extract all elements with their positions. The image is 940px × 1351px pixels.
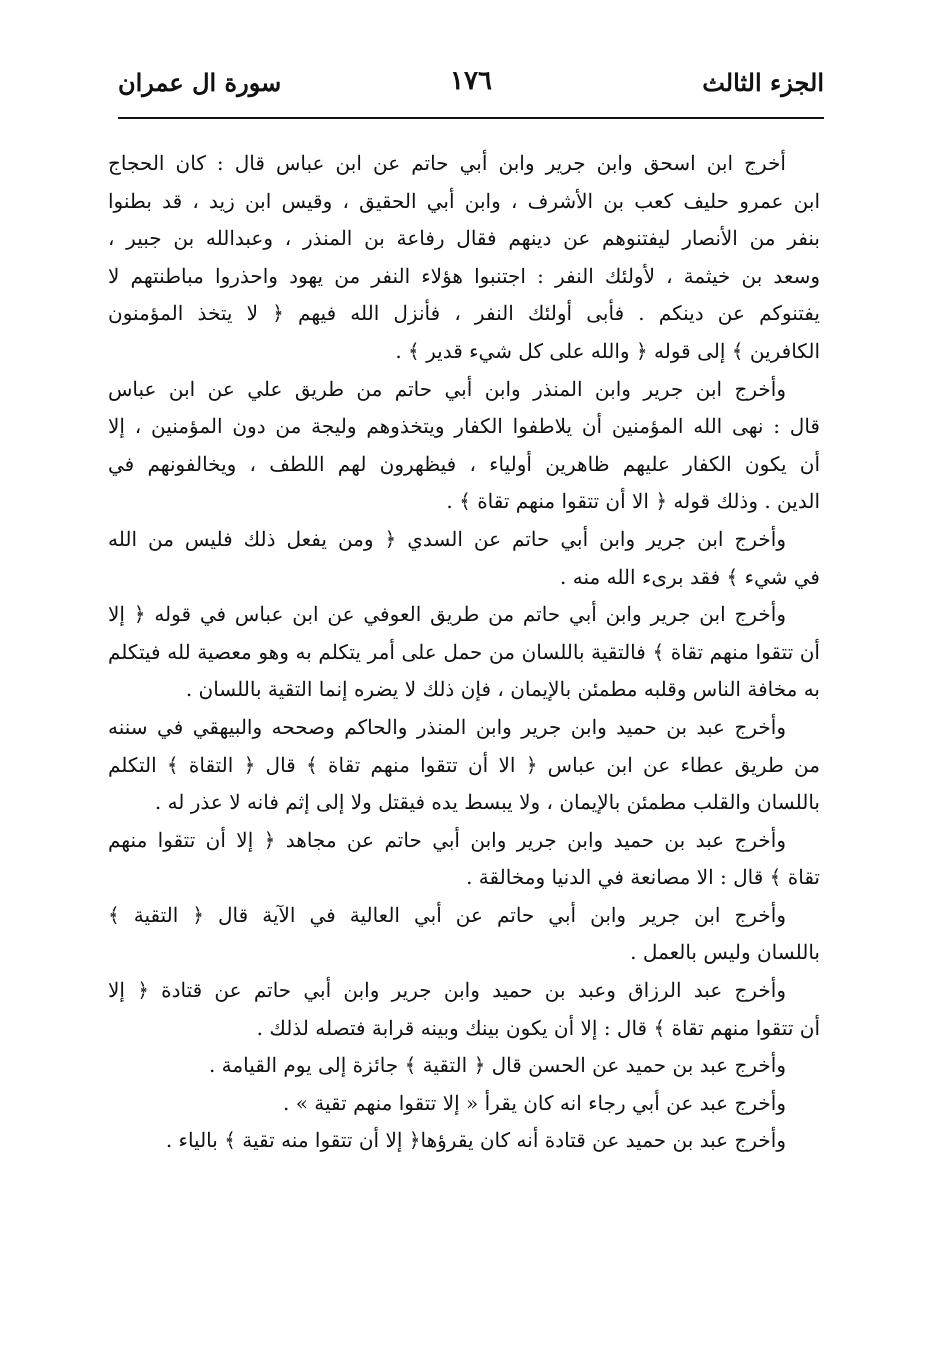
text-line: في شيء ﴾ فقد برىء الله منه . xyxy=(560,564,820,589)
text-line: وأخرج ابن جرير وابن أبي حاتم من طريق العوفي عن ابن عباس في قوله ﴿ إلا xyxy=(108,602,786,627)
text-line: وأخرج عبد بن حميد عن الحسن قال ﴿ التقية ﴾ جائزة إلى يوم القيامة . xyxy=(208,1053,786,1078)
text-line: وأخرج عبد بن حميد عن قتادة أنه كان يقرؤها﴿ إلا أن تتقوا منه تقية ﴾ بالياء . xyxy=(165,1128,786,1153)
text-line: أخرج ابن اسحق وابن جرير وابن أبي حاتم عن ابن عباس قال : كان الحجاج xyxy=(108,151,786,175)
paragraph xyxy=(108,1085,820,1123)
header-divider xyxy=(118,117,824,119)
body-text xyxy=(108,145,820,1160)
surah-title: سورة ال عمران xyxy=(118,68,282,97)
text-line: الدين . وذلك قوله ﴿ الا أن تتقوا منهم تقاة ﴾ . xyxy=(446,489,820,514)
paragraph xyxy=(108,897,820,972)
text-line: باللسان وليس بالعمل . xyxy=(630,940,820,965)
page-header xyxy=(118,62,824,112)
paragraph xyxy=(108,822,820,897)
text-line: قال : نهى الله المؤمنين أن يلاطفوا الكفار ويتخذوهم وليجة من دون المؤمنين ، إلا xyxy=(108,414,820,439)
text-line: وسعد بن خيثمة ، لأولئك النفر : اجتنبوا هؤلاء النفر من يهود واحذروا مباطنتهم لا xyxy=(108,263,820,288)
text-line: باللسان والقلب مطمئن بالإيمان ، ولا يبسط يده فيقتل ولا إلى إثم فانه لا عذر له . xyxy=(154,790,820,815)
part-title: الجزء الثالث xyxy=(702,68,824,97)
text-line: الكافرين ﴾ إلى قوله ﴿ والله على كل شيء قدير ﴾ . xyxy=(395,338,820,363)
text-line: وأخرج ابن جرير وابن أبي حاتم عن السدي ﴿ ومن يفعل ذلك فليس من الله xyxy=(108,526,786,551)
paragraph xyxy=(108,1047,820,1085)
paragraph xyxy=(108,521,820,596)
text-line: وأخرج عبد الرزاق وعبد بن حميد وابن جرير وابن أبي حاتم عن قتادة ﴿ إلا xyxy=(108,978,786,1003)
text-line: يفتنوكم عن دينكم . فأبى أولئك النفر ، فأنزل الله فيهم ﴿ لا يتخذ المؤمنون xyxy=(108,301,820,326)
text-line: أن يكون الكفار عليهم ظاهرين أولياء ، فيظهرون لهم اللطف ، ويخالفونهم في xyxy=(108,451,820,476)
text-line: وأخرج عبد بن حميد وابن جرير وابن المنذر والحاكم وصححه والبيهقي في سننه xyxy=(108,714,786,739)
text-line: به مخافة الناس وقلبه مطمئن بالإيمان ، فإن ذلك لا يضره إنما التقية باللسان . xyxy=(185,677,820,702)
text-line: وأخرج ابن جرير وابن أبي حاتم عن أبي العالية في الآية قال ﴿ التقية ﴾ xyxy=(108,902,786,927)
text-line: بنفر من الأنصار ليفتنوهم عن دينهم فقال رفاعة بن المنذر ، وعبدالله بن جبير ، xyxy=(108,226,820,251)
paragraph xyxy=(108,972,820,1047)
text-line: وأخرج ابن جرير وابن المنذر وابن أبي حاتم من طريق علي عن ابن عباس xyxy=(108,376,786,401)
text-line: أن تتقوا منهم تقاة ﴾ فالتقية باللسان من حمل على أمر يتكلم به وهو معصية لله فيتكلم xyxy=(108,639,820,664)
paragraph xyxy=(108,596,820,709)
paragraph xyxy=(108,1122,820,1160)
text-line: أن تتقوا منهم تقاة ﴾ قال : إلا أن يكون بينك وبينه قرابة فتصله لذلك . xyxy=(256,1015,820,1040)
paragraph xyxy=(108,709,820,822)
page-number: ١٧٦ xyxy=(450,66,492,96)
text-line: ابن عمرو حليف كعب بن الأشرف ، وابن أبي الحقيق ، وقيس ابن زيد ، قد بطنوا xyxy=(108,188,820,213)
text-line: من طريق عطاء عن ابن عباس ﴿ الا أن تتقوا منهم تقاة ﴾ قال ﴿ التقاة ﴾ التكلم xyxy=(108,752,820,777)
text-line: وأخرج عبد بن حميد وابن جرير وابن أبي حاتم عن مجاهد ﴿ إلا أن تتقوا منهم xyxy=(108,827,786,852)
text-line: تقاة ﴾ قال : الا مصانعة في الدنيا ومخالقة . xyxy=(466,865,820,890)
paragraph xyxy=(108,145,820,371)
text-line: وأخرج عبد عن أبي رجاء انه كان يقرأ « إلا تتقوا منهم تقية » . xyxy=(282,1090,786,1115)
paragraph xyxy=(108,371,820,521)
